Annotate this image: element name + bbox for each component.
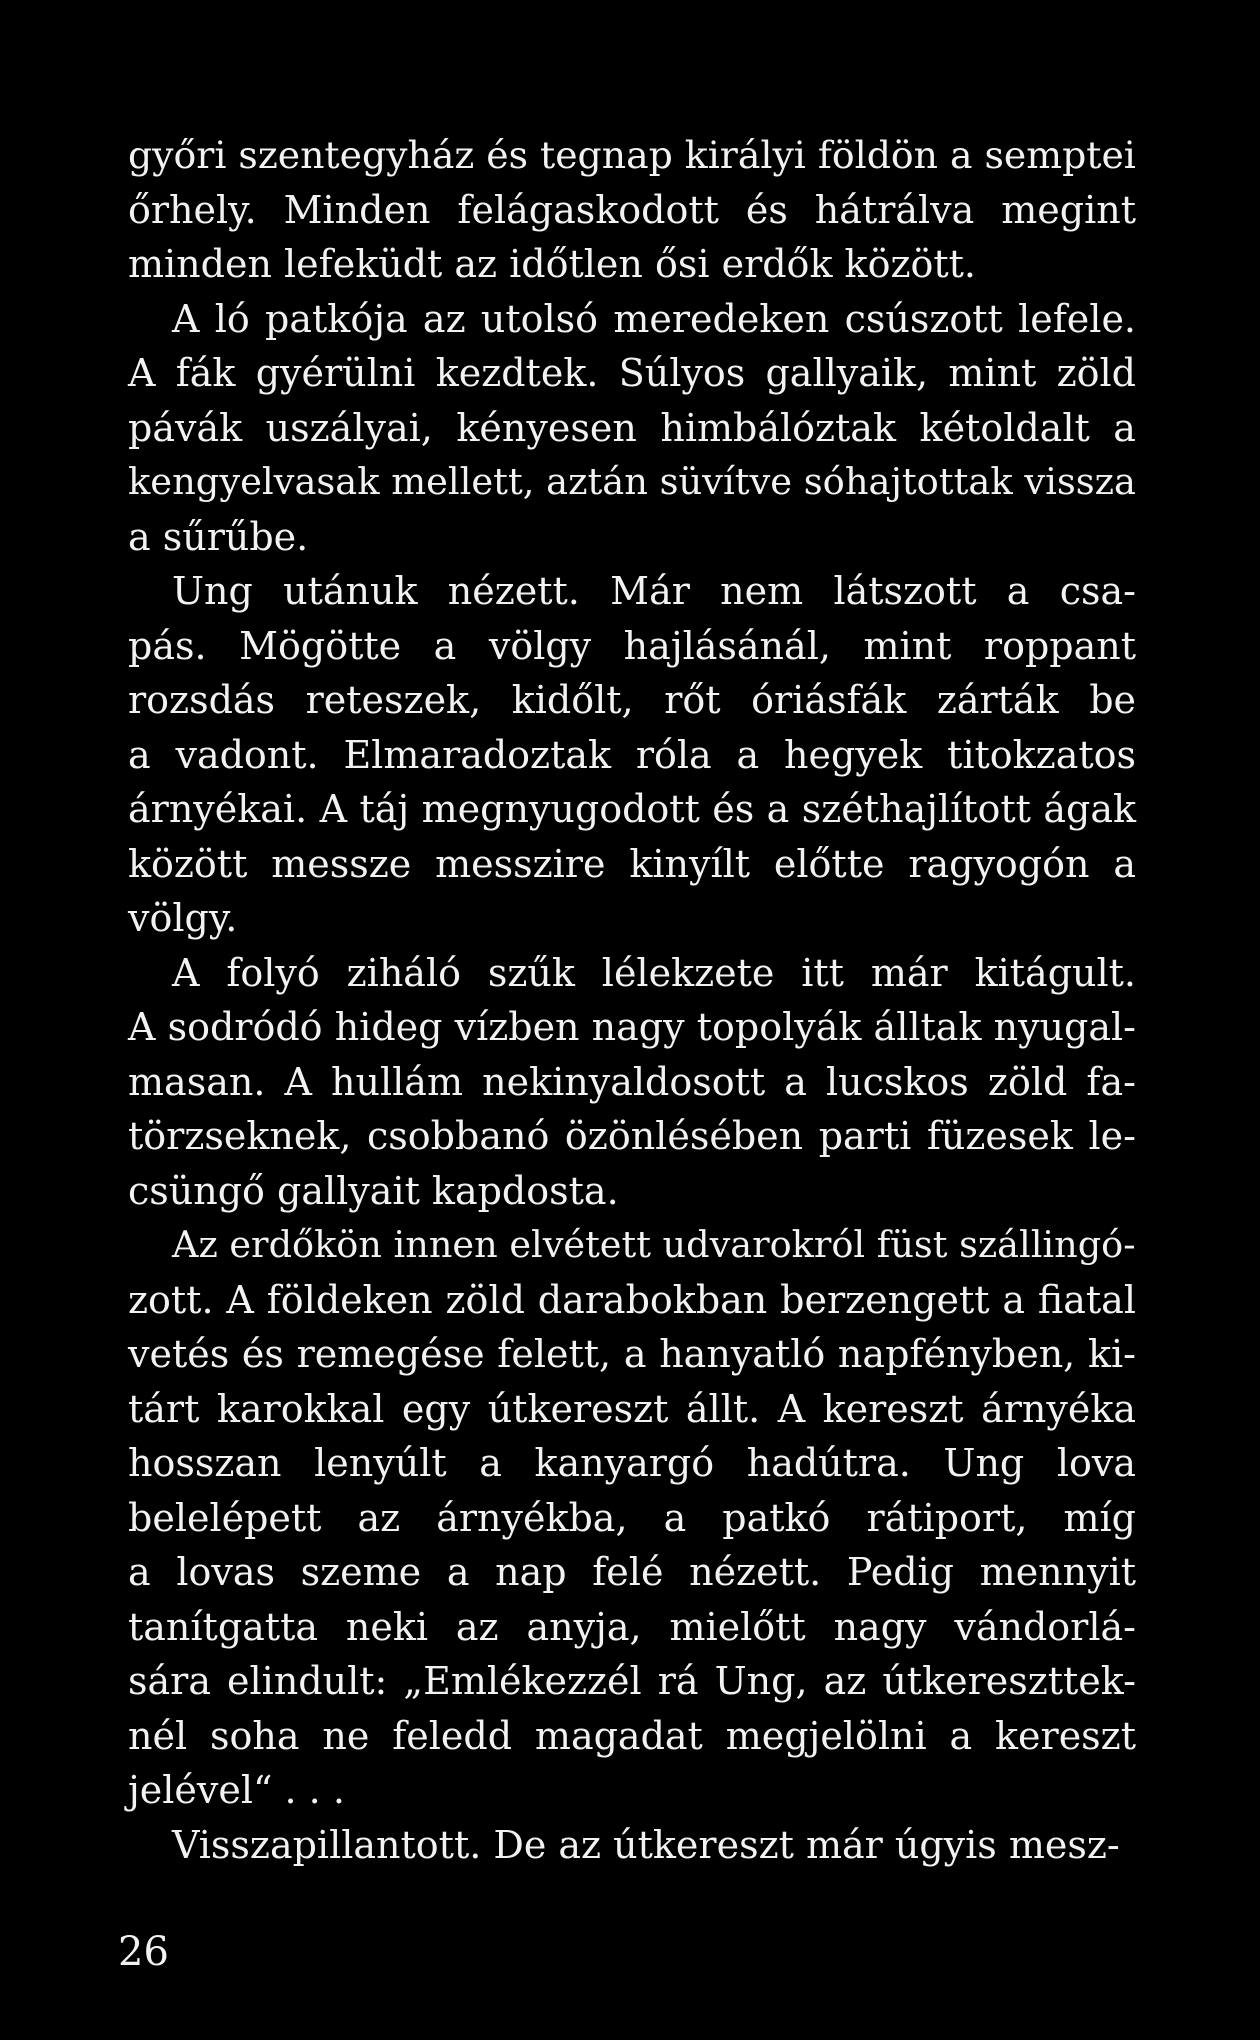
text-line: jelével“ . . . <box>128 1768 345 1812</box>
text-line: minden lefeküdt az időtlen ősi erdők között. <box>128 242 976 286</box>
text-line: vetés és remegése felett, a hanyatló napfényben, ki- <box>128 1332 1136 1376</box>
text-line: pávák uszályai, kényesen himbálóztak kétoldalt a <box>128 405 1136 450</box>
text-line: zott. A földeken zöld darabokban berzengett a fiatal <box>128 1277 1136 1322</box>
text-line: rozsdás reteszek, kidőlt, rőt óriásfák zárták be <box>128 678 1137 722</box>
text-line: A folyó ziháló szűk lélekzete itt már kitágult. <box>172 950 1136 995</box>
text-line: Visszapillantott. De az útkereszt már úgyis mesz- <box>172 1822 1120 1867</box>
text-line: kengyelvasak mellett, aztán süvítve sóhajtottak vissza <box>128 460 1136 503</box>
text-line: győri szentegyház és tegnap királyi földön a semptei <box>128 133 1136 177</box>
text-line: törzseknek, csobbanó özönlésében parti füzesek le- <box>128 1114 1137 1158</box>
text-line: A ló patkója az utolsó meredeken csúszott lefele. <box>172 296 1137 341</box>
text-line: árnyékai. A táj megnyugodott és a széthajlított ágak <box>128 787 1137 831</box>
text-line: pás. Mögötte a völgy hajlásánál, mint roppant <box>128 623 1137 668</box>
text-line: hosszan lenyúlt a kanyargó hadútra. Ung lova <box>128 1441 1137 1485</box>
text-line: Az erdőkön innen elvétett udvarokról füst szállingó- <box>172 1223 1136 1266</box>
text-line: között messze messzire kinyílt előtte ragyogón a <box>128 841 1137 886</box>
body-text <box>128 128 1136 1872</box>
text-line: belelépett az árnyékba, a patkó rátiport, míg <box>128 1495 1136 1540</box>
text-line: A fák gyérülni kezdtek. Súlyos gallyaik, mint zöld <box>128 351 1136 395</box>
text-line: tárt karokkal egy útkereszt állt. A kereszt árnyéka <box>128 1386 1137 1431</box>
text-line: őrhely. Minden felágaskodott és hátrálva megint <box>128 187 1136 232</box>
text-line: masan. A hullám nekinyaldosott a lucskos zöld fa- <box>128 1059 1136 1104</box>
text-line: csüngő gallyait kapdosta. <box>128 1168 619 1213</box>
page-number: 26 <box>118 1929 169 1975</box>
text-line: tanítgatta neki az anyja, mielőtt nagy vándorlá- <box>128 1604 1136 1649</box>
text-line: a vadont. Elmaradoztak róla a hegyek titokzatos <box>128 732 1136 777</box>
text-line: a lovas szeme a nap felé nézett. Pedig mennyit <box>128 1550 1137 1594</box>
text-line: a sűrűbe. <box>128 514 309 559</box>
text-line: Ung utánuk nézett. Már nem látszott a csa- <box>172 569 1136 613</box>
text-line: völgy. <box>128 896 238 940</box>
text-line: sára elindult: „Emlékezzél rá Ung, az útkereszttek- <box>128 1659 1136 1703</box>
text-line: nél soha ne feledd magadat megjelölni a kereszt <box>128 1713 1136 1758</box>
text-line: A sodródó hideg vízben nagy topolyák álltak nyugal- <box>128 1005 1137 1049</box>
